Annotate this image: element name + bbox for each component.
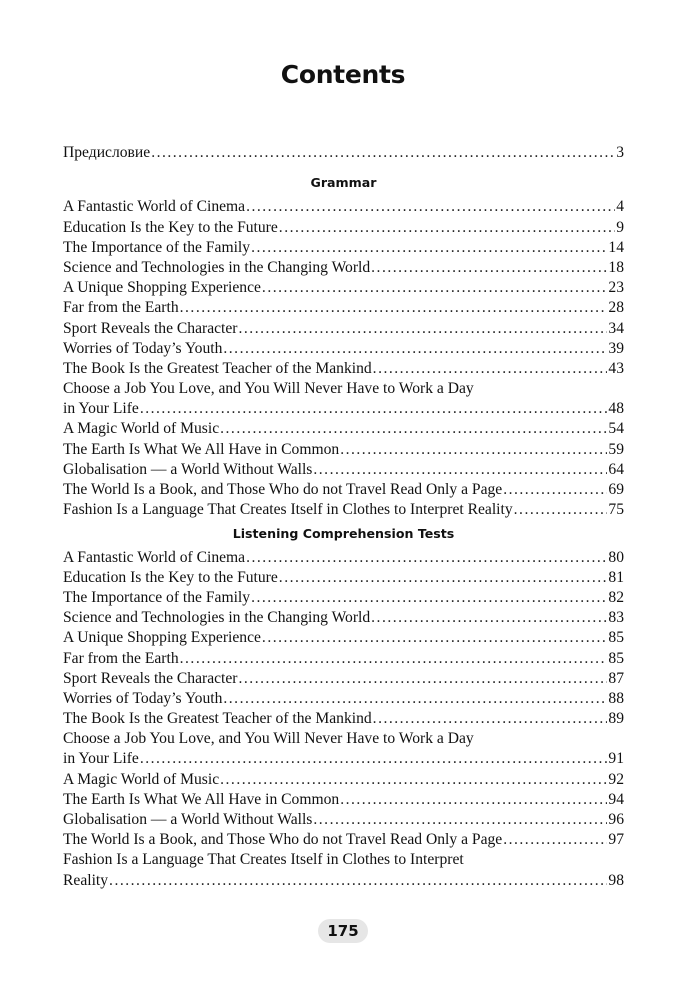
- toc-entry-title: The Earth Is What We All Have in Common: [63, 440, 340, 458]
- section-grammar: [63, 197, 624, 520]
- dot-leader: [180, 298, 608, 318]
- toc-entry-page: 89: [608, 710, 624, 728]
- toc-entry-page: 75: [608, 501, 624, 519]
- toc-entry[interactable]: [63, 500, 624, 520]
- toc-entry-title: Worries of Today’s Youth: [63, 689, 223, 707]
- dot-leader: [340, 790, 607, 810]
- toc-entry-title-line: Choose a Job You Love, and You Will Never Have to Work a Day: [63, 730, 474, 748]
- dot-leader: [251, 588, 607, 608]
- dot-leader: [220, 770, 607, 790]
- toc-entry-page: 54: [608, 420, 624, 438]
- toc-entry[interactable]: [63, 419, 624, 439]
- toc-entry-title: The World Is a Book, and Those Who do not Travel Read Only a Page: [63, 481, 503, 498]
- toc-entry-page: 87: [608, 669, 624, 687]
- toc-entry-title: Reality: [63, 871, 109, 889]
- toc-entry-title: A Unique Shopping Experience: [63, 279, 261, 297]
- section-heading-grammar: Grammar: [310, 175, 377, 191]
- toc-entry-title: The Book Is the Greatest Teacher of the Mankind: [63, 359, 372, 377]
- toc-entry-title: A Fantastic World of Cinema: [63, 198, 246, 216]
- toc-entry-title: A Magic World of Music: [63, 420, 220, 438]
- toc-entry-page: 59: [608, 440, 624, 458]
- toc-entry[interactable]: [63, 278, 624, 298]
- toc-entry-preface[interactable]: [63, 143, 624, 163]
- toc-entry-title: The Book Is the Greatest Teacher of the Mankind: [63, 710, 372, 728]
- toc-entry-page: 23: [608, 279, 624, 297]
- toc-entry[interactable]: [63, 709, 624, 729]
- dot-leader: [340, 440, 607, 460]
- dot-leader: [239, 319, 608, 339]
- page-number: 175: [318, 919, 368, 943]
- toc-entry-page: 88: [608, 689, 624, 707]
- toc-entry-page: 96: [608, 811, 624, 828]
- dot-leader: [373, 709, 608, 729]
- toc-entry[interactable]: [63, 689, 624, 709]
- toc-entry-page: 34: [608, 319, 624, 337]
- toc-entry-page: 85: [608, 649, 624, 667]
- dot-leader: [503, 480, 607, 500]
- toc-entry-page: 18: [608, 258, 624, 276]
- toc-entry[interactable]: [63, 790, 624, 810]
- toc-entry-page: 97: [608, 831, 624, 849]
- dot-leader: [180, 649, 608, 669]
- toc-entry-page: 94: [608, 790, 624, 808]
- toc-entry-title: Far from the Earth: [63, 299, 179, 317]
- dot-leader: [262, 278, 607, 298]
- dot-leader: [279, 218, 615, 238]
- toc-entry[interactable]: [63, 319, 624, 339]
- toc-entry-title: Предисловие: [63, 144, 151, 161]
- toc-entry-title-line: Fashion Is a Language That Creates Itself in Clothes to Interpret: [63, 851, 464, 869]
- toc-entry[interactable]: [63, 749, 624, 769]
- dot-leader: [239, 669, 608, 689]
- toc-entry[interactable]: [63, 258, 624, 278]
- toc-entry-title: The Importance of the Family: [63, 588, 251, 606]
- toc-entry[interactable]: [63, 628, 624, 648]
- toc-entry-title: The Earth Is What We All Have in Common: [63, 790, 340, 808]
- toc-entry-page: 82: [608, 588, 624, 606]
- toc-entry[interactable]: [63, 770, 624, 790]
- toc-entry[interactable]: [63, 810, 624, 830]
- toc-entry-page: 39: [608, 339, 624, 357]
- toc-entry[interactable]: [63, 608, 624, 628]
- dot-leader: [373, 359, 608, 379]
- toc-entry[interactable]: [63, 830, 624, 850]
- dot-leader: [140, 399, 608, 419]
- toc-entry-page: 28: [608, 299, 624, 317]
- toc-entry[interactable]: [63, 218, 624, 238]
- dot-leader: [246, 197, 615, 217]
- toc-entry-title: in Your Life: [63, 400, 139, 418]
- toc-entry-page: 92: [608, 770, 624, 788]
- toc-entry-title-line: Choose a Job You Love, and You Will Never Have to Work a Day: [63, 380, 474, 398]
- toc-entry-page: 69: [608, 481, 624, 498]
- toc-entry[interactable]: [63, 588, 624, 608]
- toc-entry[interactable]: [63, 298, 624, 318]
- toc-entry-title: Far from the Earth: [63, 649, 179, 667]
- toc-entry[interactable]: [63, 480, 624, 500]
- page-title: Contents: [280, 60, 406, 89]
- toc-entry-page: 64: [608, 460, 624, 478]
- toc-entry-title: Globalisation — a World Without Walls: [63, 460, 313, 478]
- toc-entry[interactable]: [63, 359, 624, 379]
- toc-entry[interactable]: [63, 871, 624, 891]
- toc-entry-title: A Magic World of Music: [63, 770, 220, 788]
- toc-entry[interactable]: [63, 197, 624, 217]
- dot-leader: [246, 548, 607, 568]
- toc-entry-page: 43: [608, 359, 624, 377]
- toc-entry[interactable]: [63, 238, 624, 258]
- toc-entry-title: The World Is a Book, and Those Who do not Travel Read Only a Page: [63, 831, 503, 849]
- toc-entry-page: 85: [608, 629, 624, 647]
- toc-entry[interactable]: [63, 399, 624, 419]
- dot-leader: [313, 460, 607, 480]
- dot-leader: [514, 500, 608, 520]
- toc-entry-title: Fashion Is a Language That Creates Itself in Clothes to Interpret Reality: [63, 501, 513, 519]
- dot-leader: [151, 143, 615, 163]
- dot-leader: [371, 608, 607, 628]
- toc-entry-page: 14: [608, 238, 624, 256]
- toc-entry[interactable]: [63, 440, 624, 460]
- toc-entry-page: 9: [616, 218, 624, 236]
- toc-entry-page: 4: [616, 198, 624, 216]
- toc-entry-page: 91: [608, 750, 624, 768]
- toc-entry-title: Education Is the Key to the Future: [63, 568, 278, 586]
- toc-entry-title: Sport Reveals the Character: [63, 319, 238, 337]
- toc-entry[interactable]: [63, 339, 624, 359]
- dot-leader: [223, 689, 607, 709]
- dot-leader: [251, 238, 607, 258]
- table-of-contents: [63, 143, 624, 891]
- section-listening: [63, 548, 624, 891]
- toc-entry-title: Sport Reveals the Character: [63, 669, 238, 687]
- toc-entry-page: 83: [608, 609, 624, 627]
- toc-entry-title: Globalisation — a World Without Walls: [63, 811, 313, 828]
- toc-entry-title: Science and Technologies in the Changing World: [63, 609, 371, 627]
- section-heading-listening: Listening Comprehension Tests: [232, 526, 455, 542]
- toc-entry[interactable]: [63, 649, 624, 669]
- toc-entry-title: Education Is the Key to the Future: [63, 218, 278, 236]
- dot-leader: [220, 419, 607, 439]
- toc-entry-page: 98: [608, 871, 624, 889]
- toc-entry-page: 48: [608, 400, 624, 418]
- dot-leader: [262, 628, 607, 648]
- toc-entry-page: 3: [616, 144, 624, 161]
- dot-leader: [109, 871, 607, 891]
- toc-entry-page: 81: [608, 568, 624, 586]
- dot-leader: [371, 258, 607, 278]
- toc-entry-page: 80: [608, 548, 624, 566]
- toc-entry-title: Worries of Today’s Youth: [63, 339, 223, 357]
- toc-entry-title: Science and Technologies in the Changing World: [63, 258, 371, 276]
- toc-entry[interactable]: [63, 460, 624, 480]
- toc-entry-title: in Your Life: [63, 750, 139, 768]
- dot-leader: [140, 749, 608, 769]
- dot-leader: [503, 830, 607, 850]
- toc-entry-title: The Importance of the Family: [63, 238, 251, 256]
- toc-entry-title: A Fantastic World of Cinema: [63, 548, 246, 566]
- toc-entry-title: A Unique Shopping Experience: [63, 629, 261, 647]
- toc-entry[interactable]: [63, 548, 624, 568]
- toc-entry[interactable]: [63, 669, 624, 689]
- toc-entry[interactable]: [63, 568, 624, 588]
- dot-leader: [279, 568, 608, 588]
- dot-leader: [223, 339, 607, 359]
- dot-leader: [313, 810, 607, 830]
